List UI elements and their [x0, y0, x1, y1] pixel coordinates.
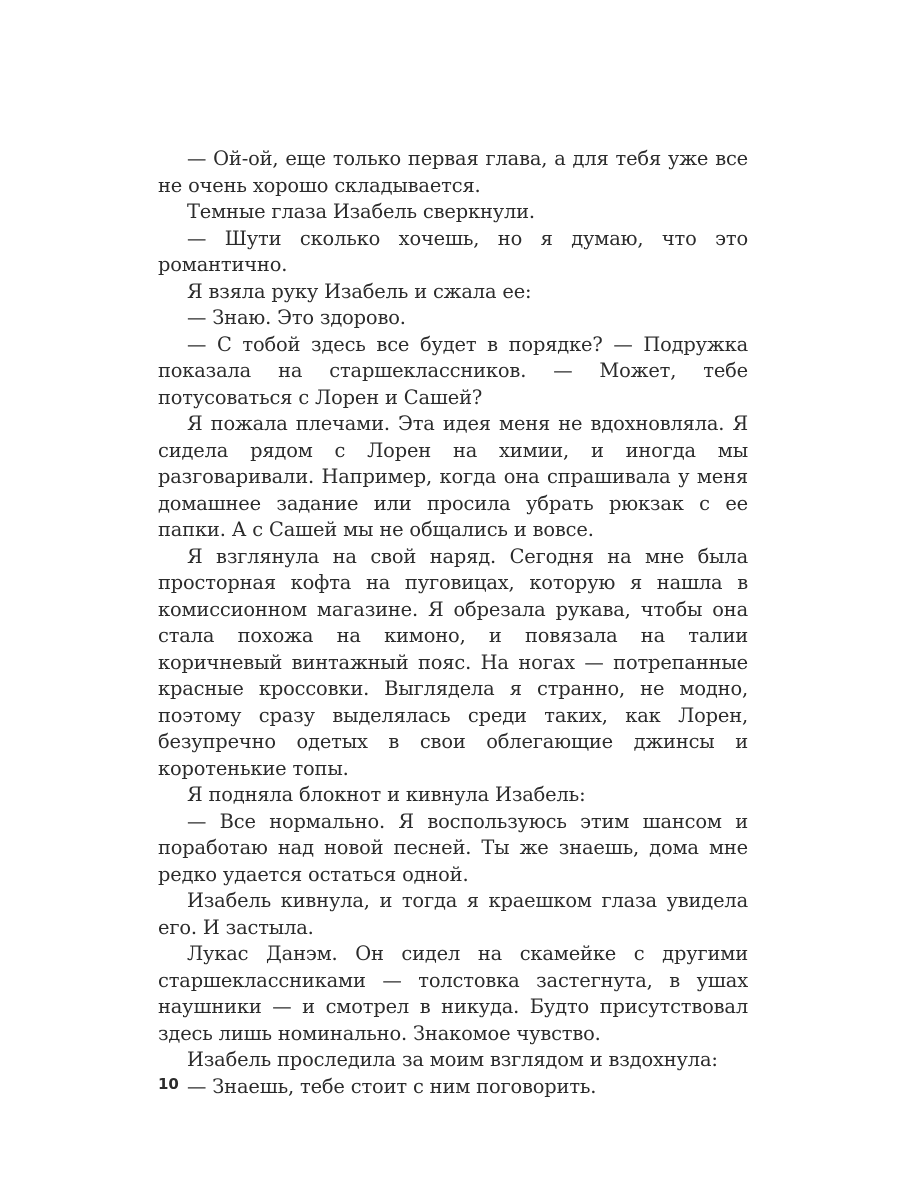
paragraph: Я подняла блокнот и кивнула Изабель:	[187, 783, 586, 806]
paragraph: Лукас Данэм. Он сидел на скамейке с другими старшеклассниками — толстовка застегнута, в ушах наушники — и смотрел в никуда. Будто присутствовал здесь лишь номинально. Знакомое чувство.	[158, 942, 748, 1045]
paragraph: Я взглянула на свой наряд. Сегодня на мне была просторная кофта на пуговицах, которую я нашла в комиссионном магазине. Я обрезала рукава, чтобы она стала похожа на кимоно, и повязала на талии коричневый винтажный пояс. На ногах — потрепанные красные кроссовки. Выглядела я странно, не модно, поэтому сразу выделялась среди таких, как Лорен, безупречно одетых в свои облегающие джинсы и коротенькие топы.	[158, 544, 748, 780]
page-number: 10	[158, 1075, 179, 1093]
paragraph: — С тобой здесь все будет в порядке? — Подружка показала на старшеклассников. — Может, тебе потусоваться с Лорен и Сашей?	[158, 332, 748, 409]
paragraph: — Шути сколько хочешь, но я думаю, что это романтично.	[158, 226, 748, 276]
paragraph: — Ой-ой, еще только первая глава, а для тебя уже все не очень хорошо складывается.	[158, 147, 748, 197]
paragraph: Темные глаза Изабель сверкнули.	[187, 200, 535, 223]
paragraph: Я пожала плечами. Эта идея меня не вдохновляла. Я сидела рядом с Лорен на химии, и иногда мы разговаривали. Например, когда она спрашивала у меня домашнее задание или просила убрать рюкзак с ее папки. А с Сашей мы не общались и вовсе.	[158, 412, 748, 541]
paragraph: Я взяла руку Изабель и сжала ее:	[187, 279, 532, 303]
paragraph: Изабель кивнула, и тогда я краешком глаза увидела его. И застыла.	[158, 889, 748, 939]
paragraph: — Знаешь, тебе стоит с ним поговорить.	[187, 1074, 597, 1098]
page-text	[158, 146, 748, 1100]
paragraph: — Знаю. Это здорово.	[187, 306, 406, 329]
paragraph: — Все нормально. Я воспользуюсь этим шансом и поработаю над новой песней. Ты же знаешь, дома мне редко удается остаться одной.	[158, 809, 748, 886]
paragraph: Изабель проследила за моим взглядом и вздохнула:	[187, 1048, 718, 1071]
